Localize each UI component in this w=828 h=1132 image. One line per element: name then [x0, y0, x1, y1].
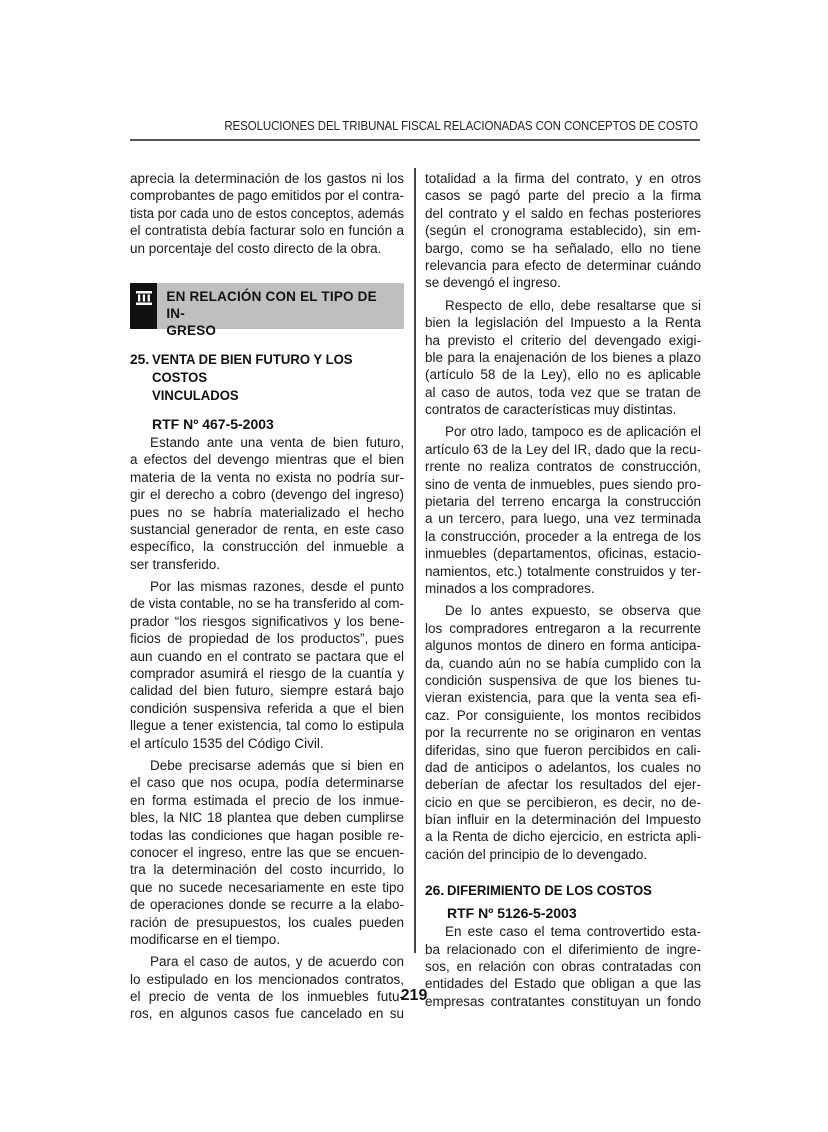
text-line: namientos, etc.) totalmente construidos y ter- [425, 563, 701, 579]
text-line: por la recurrente no se originaron en ventas [425, 725, 701, 741]
text-line: bles, la NIC 18 plantea que deben cumplirse [130, 810, 404, 826]
paragraph [130, 757, 404, 948]
text-line: sos, en relación con obras contratadas con [425, 959, 701, 975]
left-column [130, 170, 404, 1028]
section-banner-title-line1: EN RELACIÓN CON EL TIPO DE IN- [166, 288, 377, 321]
text-line: se devengó el ingreso. [425, 275, 561, 291]
paragraph [425, 423, 701, 597]
text-line: de vista contable, no se ha transferido al com- [130, 596, 404, 612]
text-line: deberían de afectar los resultados del ejer- [425, 777, 701, 793]
text-line: un porcentaje del costo directo de la obra. [130, 240, 382, 256]
text-line: Por otro lado, tampoco es de aplicación el [445, 424, 701, 440]
text-line: conocer el ingreso, entre las que se encuen- [130, 844, 404, 860]
text-line: gir el derecho a cobro (devengo del ingreso) [130, 487, 404, 503]
text-line: sino de venta de inmuebles, pues siendo pro- [425, 476, 701, 492]
text-line: el artículo 1535 del Código Civil. [130, 735, 324, 751]
rtf-reference: RTF Nº 5126-5-2003 [447, 905, 577, 922]
text-line: ficios de propiedad de los productos”, pues [130, 631, 404, 647]
section-heading-25 [130, 351, 404, 405]
text-line: bían influir en la determinación del Impuesto [425, 812, 701, 828]
text-line: Estando ante una venta de bien futuro, [150, 434, 404, 450]
text-line: todas las condiciones que hagan posible re- [130, 827, 404, 843]
text-line: ha previsto el criterio del devengado exigi- [425, 332, 701, 348]
text-line: comprador asumirá el riesgo de la cuantía y [130, 666, 404, 682]
text-line: ración de presupuestos, los cuales pueden [130, 914, 404, 930]
text-line: a efectos del devengo mientras que el bien [130, 452, 404, 468]
text-line: en forma estimada el precio de los inmue- [130, 792, 404, 808]
paragraph [130, 434, 404, 573]
text-line: cación del principio de lo devengado. [425, 846, 648, 862]
section-banner-title-line2: GRESO [166, 322, 217, 338]
text-line: totalidad a la firma del contrato, y en otros [425, 171, 701, 186]
bank-building-icon [130, 283, 157, 329]
text-line: los compradores entregaron a la recurrente [425, 620, 701, 636]
text-line: Para el caso de autos, y de acuerdo con [150, 954, 404, 970]
text-line: Respecto de ello, debe resaltarse que si [445, 297, 701, 313]
text-line: el precio de venta de los inmuebles futu- [130, 989, 404, 1005]
paragraph [130, 170, 404, 257]
paragraph [130, 578, 404, 752]
text-line: casos se pagó parte del precio a la firma [425, 188, 701, 204]
text-line: bargo, como se ha señalado, ello no tiene [425, 240, 701, 256]
section-heading-26 [425, 882, 701, 900]
section-banner [130, 283, 404, 338]
text-line: calidad del bien futuro, siempre estará bajo [130, 683, 404, 699]
text-line: modificarse en el tiempo. [130, 931, 281, 947]
text-line: de operaciones donde se recurre a la elabo- [130, 897, 404, 913]
text-line: cicio en que se percibieron, es decir, no de- [425, 794, 701, 810]
text-line: Por las mismas razones, desde el punto [150, 579, 404, 595]
text-line: aun cuando en el contrato se pactara que el [130, 648, 404, 664]
text-line: (según el cronograma establecido), sin em- [425, 223, 701, 239]
text-line: pues no se habría materializado el hecho [130, 504, 404, 520]
text-line: inmuebles (departamentos, oficinas, estacio- [425, 546, 701, 562]
text-line: diferidas, sino que fueron percibidos en cali- [425, 742, 701, 758]
section-number: 25. [130, 351, 150, 367]
right-column [425, 170, 701, 1015]
text-line: ba relacionado con el diferimiento de ingre- [425, 941, 701, 957]
text-line: dad de anticipos o adelantos, los cuales no [425, 759, 701, 775]
text-line: da, cuando aún no se había cumplido con la [425, 655, 701, 671]
text-line: llegue a tener existencia, tal como lo estipula [130, 718, 404, 734]
text-line: vieran existencia, para que la venta sea efi- [425, 690, 701, 706]
text-line: el caso que nos ocupa, podía determinarse [130, 775, 404, 791]
text-line: tista por cada uno de estos conceptos, además [130, 205, 404, 221]
text-line: rrente no realiza contratos de construcción, [425, 459, 701, 475]
paragraph [425, 297, 701, 419]
section-title-line1: VENTA DE BIEN FUTURO Y LOS COSTOS [152, 351, 353, 385]
text-line: que no sucede necesariamente en este tipo [130, 879, 404, 895]
text-line: En este caso el tema controvertido esta- [445, 924, 701, 940]
text-line: tra la determinación del costo incurrido, lo [130, 862, 404, 878]
text-line: (artículo 58 de la Ley), ello no es aplicable [425, 367, 701, 383]
section-title-line1: DIFERIMIENTO DE LOS COSTOS [447, 883, 652, 899]
text-line: ble para la enajenación de los bienes a plazo [425, 349, 701, 365]
running-header: RESOLUCIONES DEL TRIBUNAL FISCAL RELACIONADAS CON CONCEPTOS DE COSTO [224, 119, 698, 133]
text-line: a un tercero, para luego, una vez terminada [425, 511, 701, 527]
text-line: contratos de características muy distintas. [425, 402, 677, 418]
text-line: Debe precisarse además que si bien en [150, 757, 404, 773]
text-line: el contratista debía facturar solo en función a [130, 223, 404, 239]
text-line: minados a los compradores. [425, 580, 595, 596]
text-line: bien la legislación del Impuesto a la Renta [425, 315, 701, 331]
text-line: De lo antes expuesto, se observa que [445, 603, 701, 619]
text-line: a la Renta de dicho ejercicio, en estricta apli- [425, 829, 701, 845]
text-line: prador “los riesgos significativos y los bene- [130, 613, 404, 629]
text-line: sustancial generador de renta, en este caso [130, 521, 404, 537]
paragraph [425, 170, 701, 292]
text-line: del contrato y el saldo en fechas posteriores [425, 205, 701, 221]
text-line: ros, en algunos casos fue cancelado en su [130, 1006, 404, 1022]
text-line: específico, la construcción del inmueble a [130, 539, 404, 555]
paragraph [425, 602, 701, 863]
text-line: empresas contratantes constituyan un fondo [425, 993, 701, 1009]
text-line: al caso de autos, toda vez que se tratan de [425, 384, 701, 400]
text-line: condición suspensiva de que los bienes tu- [425, 672, 701, 688]
text-line: comprobantes de pago emitidos por el contra- [130, 188, 404, 204]
section-title-line2: VINCULADOS [152, 387, 239, 403]
rtf-reference: RTF Nº 467-5-2003 [152, 415, 274, 432]
column-divider [414, 168, 416, 953]
text-line: condición suspensiva referida a que el bien [130, 700, 404, 716]
text-line: aprecia la determinación de los gastos ni los [130, 171, 404, 186]
header-rule [130, 139, 700, 141]
text-line: ser transferido. [130, 556, 221, 572]
text-line: relevancia para efecto de determinar cuándo [425, 257, 701, 273]
text-line: caz. Por consiguiente, los montos recibidos [425, 707, 701, 723]
text-line: la construcción, proceder a la entrega de los [425, 528, 701, 544]
text-line: artículo 63 de la Ley del IR, dado que la recu- [425, 441, 701, 457]
page-number: 219 [400, 987, 428, 1004]
text-line: entidades del Estado que obligan a que las [425, 976, 701, 992]
text-line: materia de la venta no exista no podría sur- [130, 469, 404, 485]
section-number: 26. [425, 883, 445, 899]
text-line: lo estipulado en los mencionados contratos, [130, 971, 404, 987]
text-line: algunos montos de dinero en forma anticipa- [425, 638, 701, 654]
text-line: pietaria del terreno encarga la construcción [425, 494, 701, 510]
